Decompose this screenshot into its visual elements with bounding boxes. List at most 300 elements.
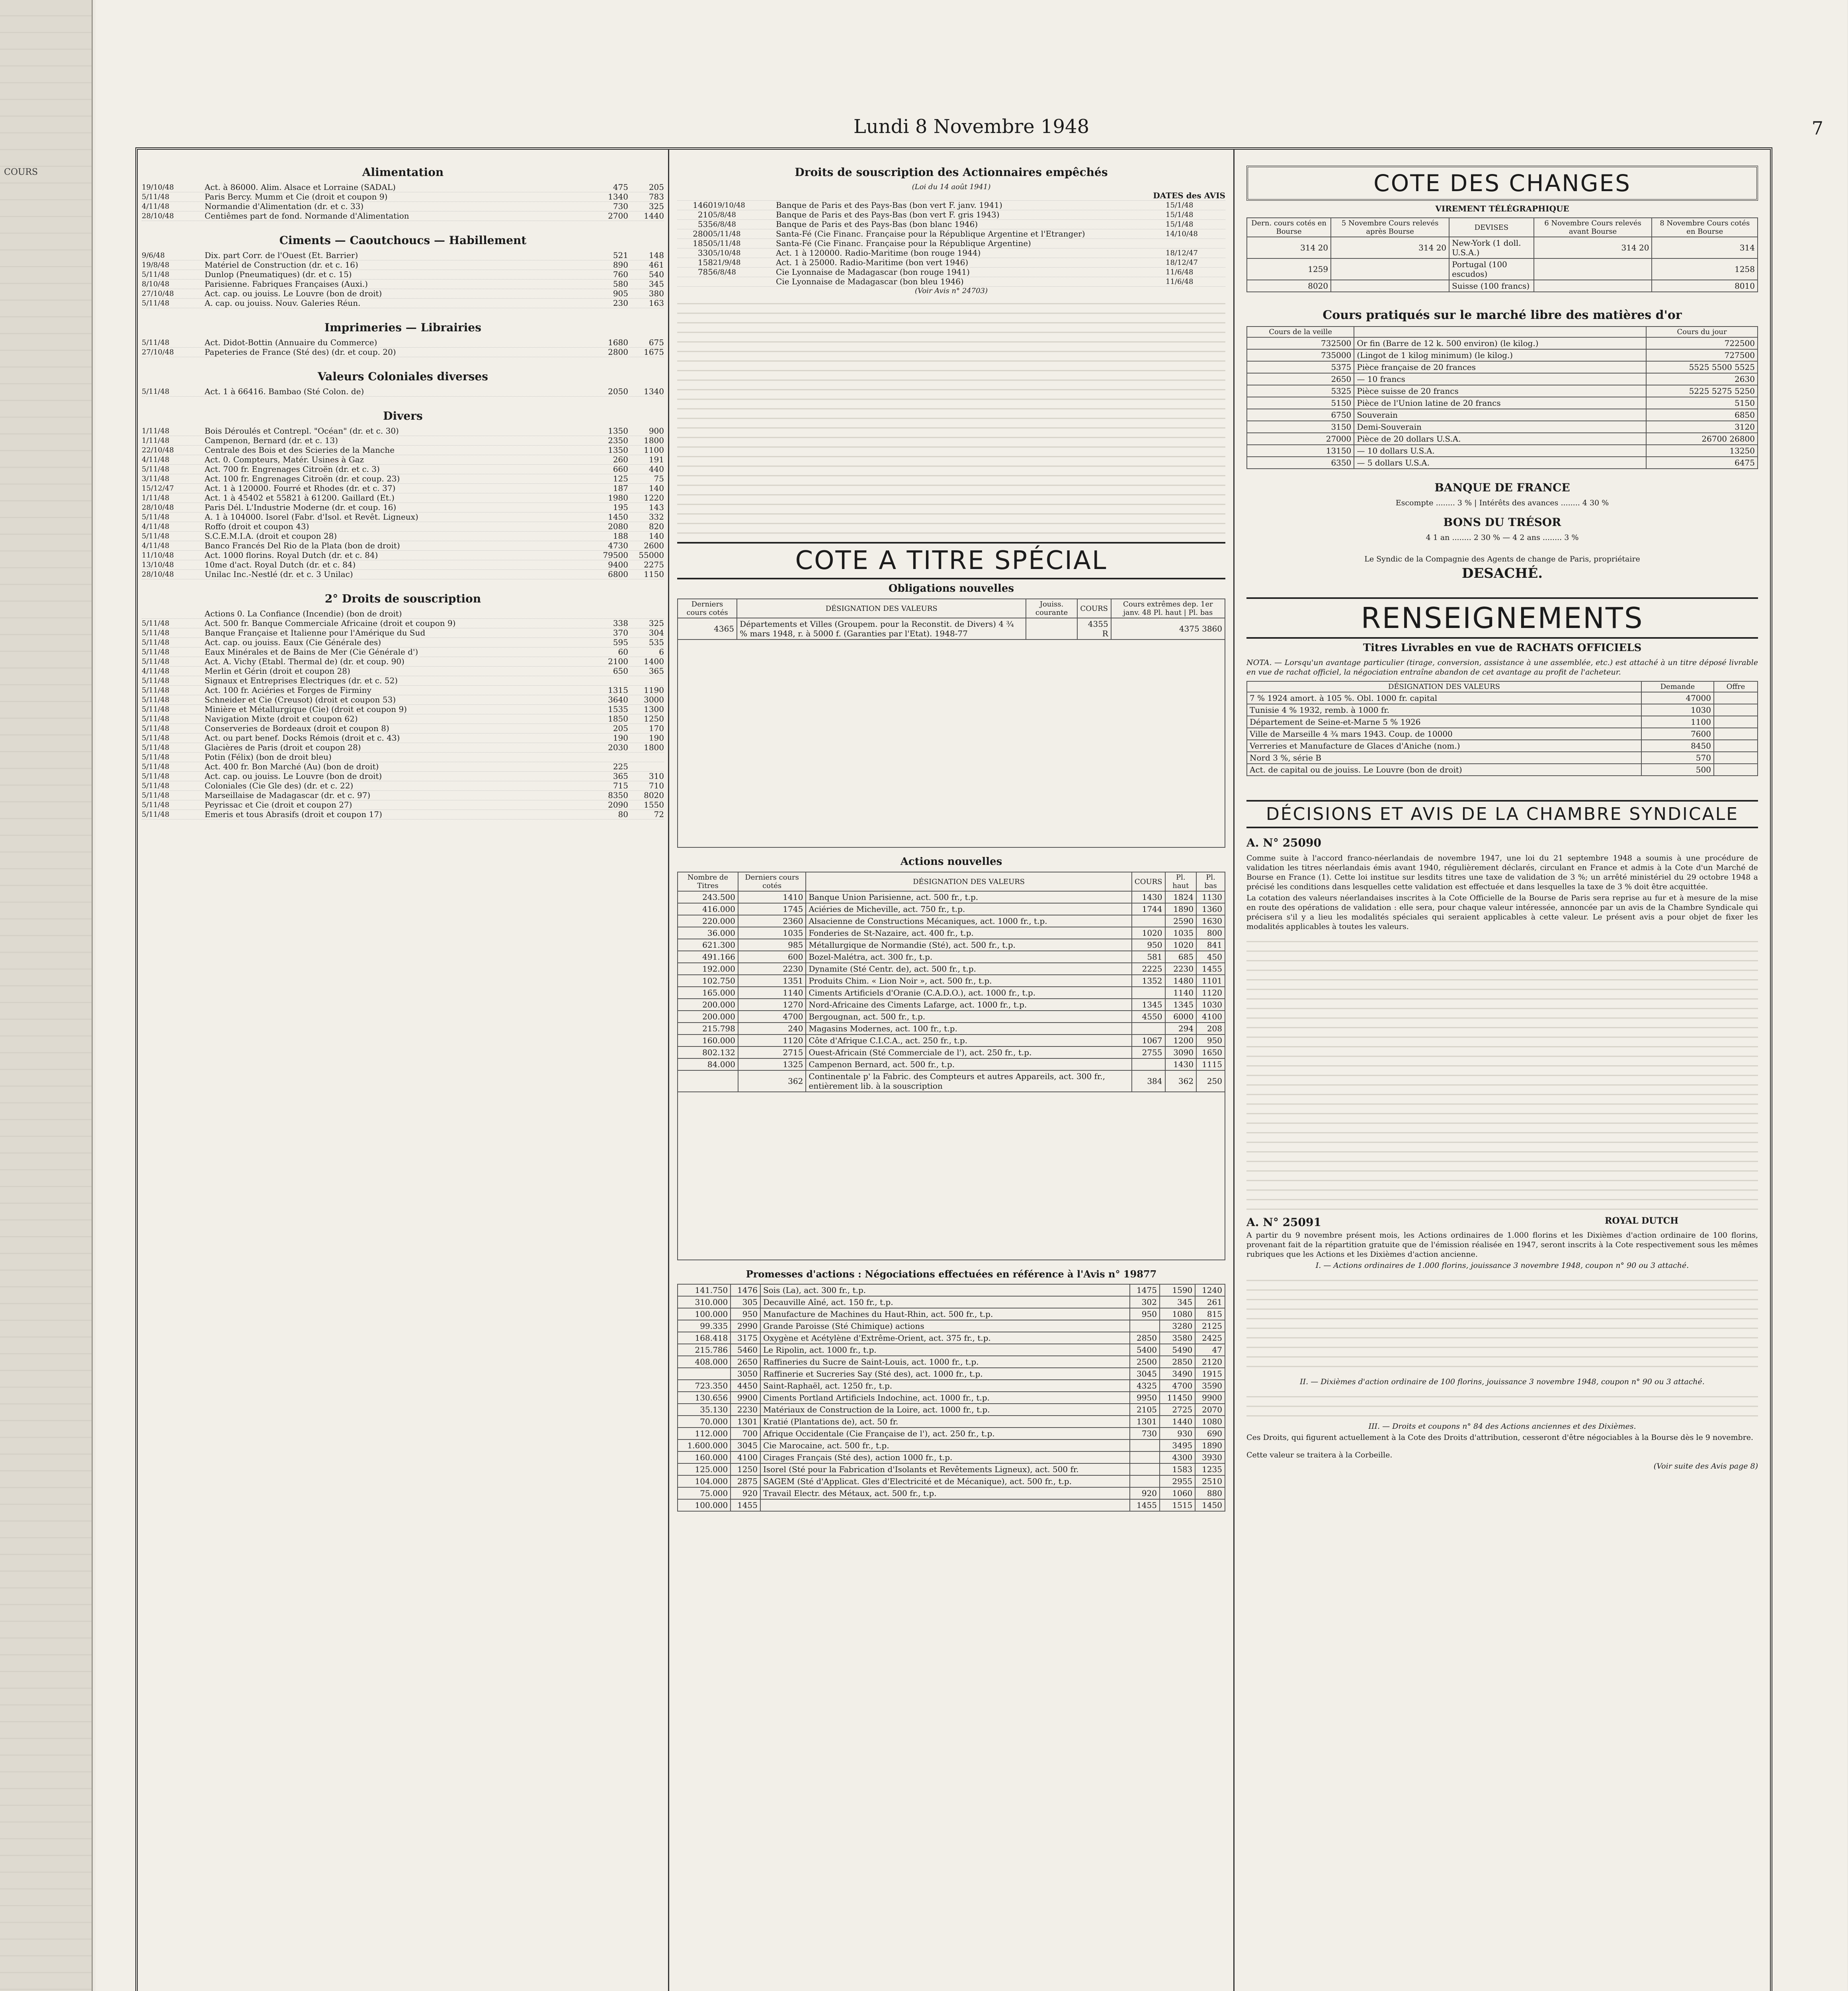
row-date: 5/11/48 (142, 465, 170, 473)
table-cell: 985 (738, 939, 806, 951)
table-cell: 3280 (1160, 1320, 1195, 1332)
table-cell: 5525 5500 5525 (1646, 361, 1758, 373)
table-cell: Demi-Souverain (1354, 421, 1646, 433)
row-low: 1100 (644, 446, 664, 455)
table-cell: 1020 (1132, 927, 1165, 939)
table-cell: 600 (738, 951, 806, 963)
actions-title: Actions nouvelles (900, 856, 1002, 868)
avis-b-text: A partir du 9 novembre présent mois, les Actions ordinaires de 1.000 florins et les Dixièmes d'action ordinaire de 100 florins, provenant fait de la répartition gratuite que de l'émission réalisée en 1947, seront inscrits à la Cote respectivement sous les mêmes rubriques que les Actions et les Dixièmes d'action ancienne. (1246, 1231, 1758, 1259)
row-name: Signaux et Entreprises Electriques (dr. et c. 52) (205, 676, 398, 685)
table-cell: 570 (1641, 752, 1714, 764)
table-cell (1132, 987, 1165, 999)
table-cell: 408.000 (678, 1356, 731, 1368)
table-cell: 1650 (1196, 1046, 1225, 1058)
table-row (142, 484, 664, 493)
row-date: 5/11/48 (142, 629, 170, 637)
table-cell: 920 (731, 1487, 760, 1499)
table-cell: 2650 (1247, 373, 1354, 385)
row-date: 28/10/48 (142, 503, 174, 512)
table-cell: Le Ripolin, act. 1000 fr., t.p. (760, 1344, 1130, 1356)
row-low (628, 762, 664, 771)
table-cell: 950 (1196, 1035, 1225, 1046)
row-low: 1150 (644, 570, 664, 579)
row-name: Act. 1 à 45402 et 55821 à 61200. Gaillard (Et.) (205, 493, 395, 503)
table-row (142, 753, 664, 762)
table-row (1247, 764, 1758, 776)
banque-title: BANQUE DE FRANCE (1434, 481, 1570, 494)
table-row (678, 1380, 1225, 1392)
row-date (142, 609, 201, 618)
table-cell: 4700 (1160, 1380, 1195, 1392)
table-cell: 950 (731, 1308, 760, 1320)
table-cell: 7 % 1924 amort. à 105 %. Obl. 1000 fr. capital (1247, 692, 1641, 704)
table-cell: 1430 (1165, 1058, 1197, 1070)
row-date: 5/11/48 (142, 686, 170, 694)
table-row (678, 927, 1225, 939)
row-low: 143 (649, 503, 664, 512)
table-cell: Pièce de 20 dollars U.S.A. (1354, 433, 1646, 445)
row-name: Merlin et Gérin (droit et coupon 28) (205, 667, 350, 676)
obligations-table (677, 598, 1225, 640)
row-name: Eaux Minérales et de Bains de Mer (Cie Générale d') (205, 647, 418, 657)
row-date: 5/11/48 (142, 193, 170, 201)
table-cell: 1345 (1165, 999, 1197, 1011)
table-row (142, 532, 664, 541)
table-row (142, 202, 664, 211)
column-header (1354, 327, 1646, 337)
row-name: Banque de Paris et des Pays-Bas (bon vert F. janv. 1941) (776, 201, 1002, 210)
table-cell (1714, 752, 1758, 764)
table-cell: 1360 (1196, 903, 1225, 915)
table-cell: Raffineries du Sucre de Saint-Louis, act. 1000 fr., t.p. (760, 1356, 1130, 1368)
table-row (142, 714, 664, 724)
table-cell: 815 (1195, 1308, 1225, 1320)
row-high: 80 (618, 810, 628, 819)
row-date: 9/6/48 (142, 251, 165, 260)
table-row (677, 277, 1225, 287)
table-cell: 1345 (1132, 999, 1165, 1011)
banque-line: Escompte ........ 3 % | Intérêts des avances ........ 4 30 % (1395, 499, 1609, 507)
row-name: Matériel de Construction (dr. et c. 16) (205, 260, 358, 270)
row-name: Act. 1 à 120000. Radio-Maritime (bon rouge 1944) (776, 248, 981, 258)
row-name: Roffo (droit et coupon 43) (205, 522, 309, 531)
row-low: 140 (649, 532, 664, 541)
table-cell: Nord 3 %, série B (1247, 752, 1641, 764)
table-cell: 1270 (738, 999, 806, 1011)
table-cell: 491.166 (678, 951, 738, 963)
table-cell: 2070 (1195, 1404, 1225, 1416)
table-cell: 1080 (1160, 1308, 1195, 1320)
table-cell: 920 (1130, 1487, 1160, 1499)
row-low: 170 (649, 724, 664, 733)
table-cell: 2850 (1130, 1332, 1160, 1344)
row-date: 5/11/48 (142, 270, 170, 279)
row-date: 5/11/48 (142, 791, 170, 800)
col1-section-title: Valeurs Coloniales diverses (317, 370, 488, 383)
column-header: Dern. cours cotés en Bourse (1247, 218, 1331, 237)
table-cell (1714, 764, 1758, 776)
table-cell: 800 (1196, 927, 1225, 939)
table-cell: 1410 (738, 891, 806, 903)
table-cell: 2850 (1160, 1356, 1195, 1368)
table-cell: 4375 3860 (1111, 618, 1225, 640)
table-cell: 2125 (1195, 1320, 1225, 1332)
droits-blank (677, 295, 1225, 534)
row-high: 730 (613, 202, 628, 211)
row-low: 365 (649, 667, 664, 676)
row-name: S.C.E.M.I.A. (droit et coupon 28) (205, 532, 337, 541)
row-low: 75 (654, 474, 664, 483)
table-cell: 384 (1132, 1070, 1165, 1092)
table-cell: 2875 (731, 1475, 760, 1487)
row-date: 5/11/48 (142, 513, 170, 521)
table-cell: 2105 (1130, 1404, 1160, 1416)
row-date: 5/11/48 (142, 753, 170, 761)
row-high: 4730 (608, 541, 628, 550)
table-cell (1130, 1475, 1160, 1487)
table-cell (1132, 915, 1165, 927)
row-name: Act. cap. ou jouiss. Le Louvre (bon de droit) (205, 289, 382, 298)
table-row (142, 280, 664, 289)
table-row (142, 667, 664, 676)
table-cell: Tunisie 4 % 1932, remb. à 1000 fr. (1247, 704, 1641, 716)
row-low: 820 (649, 522, 664, 531)
table-cell: 950 (1130, 1308, 1160, 1320)
table-row (678, 939, 1225, 951)
prom-title: Promesses d'actions : Négociations effectuées en référence à l'Avis n° 19877 (746, 1268, 1157, 1280)
table-cell: 5150 (1247, 397, 1354, 409)
table-row (142, 551, 664, 560)
column-header: Cours de la veille (1247, 327, 1354, 337)
row-name: A. cap. ou jouiss. Nouv. Galeries Réun. (205, 299, 361, 308)
row-high: 230 (613, 299, 628, 308)
table-cell: 1630 (1196, 915, 1225, 927)
table-row (142, 810, 664, 819)
table-cell: SAGEM (Sté d'Applicat. Gles d'Electricité et de Mécanique), act. 500 fr., t.p. (760, 1475, 1130, 1487)
table-cell: 1035 (1165, 927, 1197, 939)
table-cell: 3045 (1130, 1368, 1160, 1380)
table-cell: 1060 (1160, 1487, 1195, 1499)
row-high: 2030 (608, 743, 628, 752)
row-name: Centrale des Bois et des Scieries de la Manche (205, 446, 395, 455)
row-date: 28/10/48 (142, 212, 174, 220)
table-cell: 3090 (1165, 1046, 1197, 1058)
table-cell: 1455 (1130, 1499, 1160, 1511)
col1-section-title: Imprimeries — Librairies (324, 321, 481, 334)
row-high: 650 (613, 667, 628, 676)
table-cell: 1120 (1196, 987, 1225, 999)
row-low: 205 (649, 183, 664, 192)
row-low (628, 609, 664, 618)
table-cell: 314 20 (1331, 237, 1449, 258)
column-header: DEVISES (1449, 218, 1533, 237)
table-cell: 208 (1196, 1023, 1225, 1035)
table-cell: 1301 (1130, 1416, 1160, 1428)
table-cell: 621.300 (678, 939, 738, 951)
table-cell: 314 20 (1247, 237, 1331, 258)
avis-b-head: ROYAL DUTCH (1605, 1216, 1678, 1226)
or-table (1246, 326, 1758, 469)
row-low: 148 (649, 251, 664, 260)
row-name: Santa-Fé (Cie Financ. Française pour la République Argentine et l'Etranger) (776, 229, 1085, 239)
table-row (678, 1023, 1225, 1035)
column-header: Pl. bas (1196, 872, 1225, 891)
column-header: DÉSIGNATION DES VALEURS (737, 599, 1026, 618)
row-date: 5/11/48 (142, 696, 170, 704)
table-cell: 6000 (1165, 1011, 1197, 1023)
row-low: 304 (649, 628, 664, 638)
row-name: Actions 0. La Confiance (Incendie) (bon de droit) (205, 609, 402, 618)
table-row (678, 1308, 1225, 1320)
row-date: 5/11/48 (142, 638, 170, 647)
row-date: 5/10/48 (713, 249, 741, 257)
row-name: Dix. part Corr. de l'Ouest (Et. Barrier) (205, 251, 358, 260)
table-row (678, 1487, 1225, 1499)
table-cell: 1120 (738, 1035, 806, 1046)
table-row (142, 800, 664, 810)
table-cell: 8020 (1247, 280, 1331, 292)
table-cell: 310.000 (678, 1296, 731, 1308)
table-cell: 345 (1160, 1296, 1195, 1308)
table-row (142, 503, 664, 512)
promesses-table (677, 1284, 1225, 1512)
table-cell: 1430 (1132, 891, 1165, 903)
table-cell: 36.000 (678, 927, 738, 939)
row-date: 5/11/48 (713, 239, 741, 248)
table-cell: 3045 (731, 1439, 760, 1451)
row-date: 5/11/48 (142, 705, 170, 714)
previous-page-label: COURS (4, 167, 38, 177)
table-cell: 5460 (731, 1344, 760, 1356)
avis-a-title: A. N° 25090 (1246, 836, 1321, 849)
table-cell: 305 (731, 1296, 760, 1308)
table-cell: Kratié (Plantations de), act. 50 fr. (760, 1416, 1130, 1428)
table-row (142, 446, 664, 455)
row-date: 5/11/48 (142, 677, 170, 685)
row-date: 5/11/48 (142, 657, 170, 666)
row-name: 10me d'act. Royal Dutch (dr. et c. 84) (205, 560, 356, 569)
row-name: Act. 700 fr. Engrenages Citroën (dr. et c. 3) (205, 465, 380, 474)
table-cell: Aciéries de Micheville, act. 750 fr., t.p. (806, 903, 1132, 915)
table-cell: Isorel (Sté pour la Fabrication d'Isolants et Revêtements Ligneux), act. 500 fr. (760, 1463, 1130, 1475)
row-high: 188 (613, 532, 628, 541)
table-row (142, 474, 664, 484)
table-row (142, 705, 664, 714)
table-cell: 99.335 (678, 1320, 731, 1332)
row-low: 783 (649, 192, 664, 201)
table-cell: Dynamite (Sté Centr. de), act. 500 fr., t.p. (806, 963, 1132, 975)
column-header: Pl. haut (1165, 872, 1197, 891)
table-cell: 215.786 (678, 1344, 731, 1356)
bons-title: BONS DU TRÉSOR (1443, 516, 1561, 529)
table-row (142, 338, 664, 348)
table-cell: 1200 (1165, 1035, 1197, 1046)
page-frame (135, 147, 1772, 1991)
row-high: 521 (613, 251, 628, 260)
row-name: Banco Francés Del Rio de la Plata (bon de droit) (205, 541, 400, 550)
row-high: 2080 (608, 522, 628, 531)
table-cell: Raffinerie et Sucreries Say (Sté des), act. 1000 fr., t.p. (760, 1368, 1130, 1380)
row-date: 1/11/48 (142, 436, 170, 445)
table-cell: Magasins Modernes, act. 100 fr., t.p. (806, 1023, 1132, 1035)
previous-page-edge (0, 0, 93, 1991)
row-low: 380 (649, 289, 664, 298)
row-low: 535 (649, 638, 664, 647)
table-row (677, 210, 1225, 220)
table-cell: Decauville Aîné, act. 150 fr., t.p. (760, 1296, 1130, 1308)
row-date: 5/11/48 (142, 338, 170, 347)
row-name: Parisienne. Fabriques Françaises (Auxi.) (205, 280, 368, 289)
table-cell: 5325 (1247, 385, 1354, 397)
row-high: 1450 (608, 512, 628, 522)
table-cell: 5490 (1160, 1344, 1195, 1356)
actions-table (677, 872, 1225, 1092)
table-cell: 1259 (1247, 258, 1331, 280)
table-cell: 1455 (1196, 963, 1225, 975)
table-cell: Cirages Français (Sté des), action 1000 fr., t.p. (760, 1451, 1130, 1463)
table-row (142, 781, 664, 791)
table-cell: 243.500 (678, 891, 738, 903)
column-header: DÉSIGNATION DES VALEURS (1247, 681, 1641, 692)
row-date: 6/8/48 (713, 220, 736, 229)
row-high: 365 (613, 772, 628, 781)
avis-b-title: A. N° 25091 (1246, 1216, 1321, 1229)
table-cell: Banque Union Parisienne, act. 500 fr., t.p. (806, 891, 1132, 903)
table-row (1247, 445, 1758, 457)
table-cell (1130, 1320, 1160, 1332)
table-cell: 1450 (1195, 1499, 1225, 1511)
row-name: Act. 1 à 120000. Fourré et Rhodes (dr. et c. 37) (205, 484, 396, 493)
row-low: 675 (649, 338, 664, 347)
table-cell: 5150 (1646, 397, 1758, 409)
table-cell: Saint-Raphaël, act. 1250 fr., t.p. (760, 1380, 1130, 1392)
table-row (142, 436, 664, 446)
table-cell: 2230 (1165, 963, 1197, 975)
table-cell: 35.130 (678, 1404, 731, 1416)
table-row (678, 1475, 1225, 1487)
row-date: 4/11/48 (142, 667, 170, 675)
table-cell: 362 (738, 1070, 806, 1092)
table-cell: 1080 (1195, 1416, 1225, 1428)
row-high: 370 (613, 628, 628, 638)
table-cell: 125.000 (678, 1463, 731, 1475)
row-high: 1340 (608, 192, 628, 201)
table-row (678, 1332, 1225, 1344)
table-cell: 1140 (1165, 987, 1197, 999)
table-cell: Ciments Artificiels d'Oranie (C.A.D.O.), act. 1000 fr., t.p. (806, 987, 1132, 999)
table-cell: 112.000 (678, 1428, 731, 1439)
table-row (678, 963, 1225, 975)
row-high (592, 609, 628, 618)
row-low: 140 (649, 484, 664, 493)
rens-nota: NOTA. — Lorsqu'un avantage particulier (tirage, conversion, assistance à une assemblée, etc.) est attaché à un titre déposé livrable en vue de rachat officiel, la négociation entraîne abandon de cet avantage au profit de l'acheteur. (1246, 658, 1758, 677)
table-row (142, 270, 664, 280)
table-cell: 1475 (1130, 1284, 1160, 1296)
table-cell: — 5 dollars U.S.A. (1354, 457, 1646, 469)
table-cell: 700 (731, 1428, 760, 1439)
row-high: 2100 (608, 657, 628, 666)
table-row (142, 260, 664, 270)
table-cell (1714, 692, 1758, 704)
table-cell: 100.000 (678, 1499, 731, 1511)
table-cell (1714, 728, 1758, 740)
row-high: 205 (613, 724, 628, 733)
row-low: 710 (649, 781, 664, 790)
row-low: 310 (649, 772, 664, 781)
table-row (142, 387, 664, 397)
row-high: 905 (613, 289, 628, 298)
page-header: Lundi 8 Novembre 1948 (853, 115, 1090, 138)
row-high: 475 (613, 183, 628, 192)
row-high: 190 (613, 733, 628, 743)
row-low: 1675 (644, 348, 664, 357)
table-row (142, 211, 664, 221)
table-cell: 2230 (738, 963, 806, 975)
row-date: 5/11/48 (142, 772, 170, 780)
table-row (677, 229, 1225, 239)
row-high: 60 (618, 647, 628, 657)
avis-b-item-3: III. — Droits et coupons n° 84 des Actions anciennes et des Dixièmes. (1368, 1422, 1636, 1431)
obligations-title: Obligations nouvelles (888, 583, 1014, 595)
table-cell: Département de Seine-et-Marne 5 % 1926 (1247, 716, 1641, 728)
row-name: Schneider et Cie (Creusot) (droit et coupon 53) (205, 695, 396, 704)
table-cell: 732500 (1247, 337, 1354, 349)
table-cell: Verreries et Manufacture de Glaces d'Aniche (nom.) (1247, 740, 1641, 752)
row-low: 2600 (644, 541, 664, 550)
table-cell (1714, 740, 1758, 752)
table-cell: 1235 (1195, 1463, 1225, 1475)
table-cell: 1100 (1641, 716, 1714, 728)
table-row (678, 903, 1225, 915)
table-cell: 2650 (731, 1356, 760, 1368)
table-cell: 802.132 (678, 1046, 738, 1058)
table-row (142, 791, 664, 800)
row-number: 2800 (693, 229, 713, 239)
section-gap (142, 308, 664, 313)
row-date: 4/11/48 (142, 522, 170, 531)
table-row (678, 987, 1225, 999)
table-cell: 1.600.000 (678, 1439, 731, 1451)
table-cell: Pièce suisse de 20 francs (1354, 385, 1646, 397)
table-row (677, 268, 1225, 277)
column-header: 6 Novembre Cours relevés avant Bourse (1534, 218, 1652, 237)
row-name: Act. cap. ou jouiss. Le Louvre (bon de droit) (205, 772, 382, 781)
suite-avis: (Voir suite des Avis page 8) (1653, 1462, 1758, 1471)
table-cell: 3495 (1160, 1439, 1195, 1451)
table-cell (1130, 1463, 1160, 1475)
row-name: Act. A. Vichy (Etabl. Thermal de) (dr. et coup. 90) (205, 657, 404, 666)
table-cell (1714, 716, 1758, 728)
row-name: Act. ou part benef. Docks Rémois (droit et c. 43) (205, 733, 400, 743)
table-cell: 130.656 (678, 1392, 731, 1404)
droits-list (677, 201, 1225, 287)
rens-title: RENSEIGNEMENTS (1246, 597, 1758, 639)
table-row (142, 609, 664, 619)
column-header: DÉSIGNATION DES VALEURS (806, 872, 1132, 891)
row-date: 28/10/48 (142, 570, 174, 579)
row-high: 1350 (608, 446, 628, 455)
table-cell: 160.000 (678, 1451, 731, 1463)
table-row (677, 239, 1225, 248)
row-number: 785 (697, 268, 713, 277)
table-row (142, 570, 664, 579)
row-date: 3/11/48 (142, 475, 170, 483)
table-row (678, 891, 1225, 903)
table-cell: Act. de capital ou de jouiss. Le Louvre (bon de droit) (1247, 764, 1641, 776)
column-header: COURS (1132, 872, 1165, 891)
page-number: 7 (1811, 117, 1823, 139)
table-cell (1331, 280, 1449, 292)
